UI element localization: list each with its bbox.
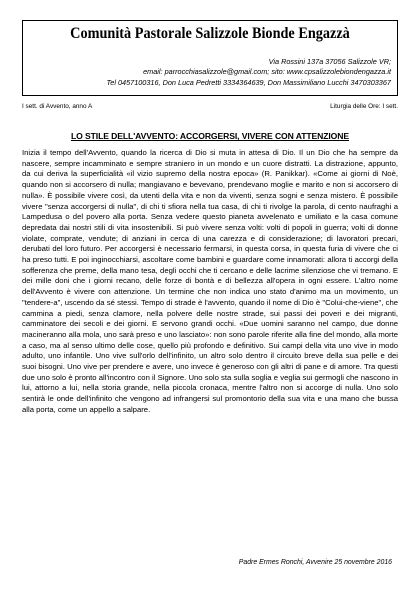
author-signature: Padre Ermes Ronchi, Avvenire 25 novembre 2016 [238, 559, 392, 566]
liturgy-of-hours: Liturgia delle Ore: I sett. [330, 103, 398, 110]
email-website-line: email: parrocchiasalizzole@gmail.com; sito: www.cpsalizzolebiondengazza.it [143, 67, 391, 76]
article-title: LO STILE DELL'AVVENTO: ACCORGERSI, VIVERE CON ATTENZIONE [71, 131, 349, 141]
article-heading [0, 126, 420, 144]
article-body [22, 148, 398, 416]
article-paragraph: Inizia il tempo dell'Avvento, quando la ricerca di Dio si muta in attesa di Dio. Il un Dio che ha sempre da nascere, sempre incamminato e sempre straniero in un mondo e un cuore distratti. La distrazione, appunto, da cui deriva la superficialità «il vizio supremo della nostra epoca» (R. Panikkar). «Come ai giorni di Noè, quando non si accorsero di nulla; mangiavano e bevevano, prendevano moglie e marito e non si accorsero di nulla». È possibile vivere così, da utenti della vita e non da viventi, senza sogni e senza mistero. È possibile vivere "senza accorgersi di nulla", di chi ti sfiora nella tua casa, di chi ti rivolge la parola, di cento naufraghi a Lampedusa o del povero alla porta. Senza vedere questo pianeta avvelenato e umiliato e la casa comune depredata dai nostri stili di vita insostenibili. Si può vivere senza volti: volti di popoli in guerra; volti di donne violate, comprate, vendute; di anziani in cerca di una carezza e di considerazione; di lavoratori precari, derubati del loro futuro. Per accorgersi è necessario fermarsi, in questa corsa, in questa furia di vivere che ci ha preso tutti. E poi inginocchiarsi, ascoltare come bambini e guardare come innamorati: allora ti accorgi della sofferenza che preme, della mano tesa, degli occhi che ti cercano e delle lacrime silenziose che vi tremano. E dei mille doni che i giorni recano, delle forze di bontà e di bellezza all'opera in ogni essere. L'altro nome dell'Avvento è vivere con attenzione. Un termine che non indica uno stato d'animo ma un movimento, un "tendere-a", uscendo da sé stessi. Tempo di strade è l'avvento, quando il nome di Dio è "Colui-che-viene", che cammina a piedi, senza clamore, nella polvere delle nostre strade, sui passi dei poveri e dei migranti, camminatore dei secoli e dei giorni. E servono grandi occhi. «Due uomini saranno nel campo, due donne macineranno alla mola, uno sarà preso e uno lasciato»: non sono parole riferite alla fine del mondo, alla morte a caso, ma al senso ultimo delle cose, quello più profondo e definitivo. Sui campi della vita uno vive in modo adulto, uno infantile. Uno vive sull'orlo dell'infinito, un altro solo dentro il circuito breve della sua pelle e dei suoi bisogni. Uno vive per prendere e avere, uno invece è generoso con gli altri di pane e di amore. Tra questi due uno solo è pronto all'incontro con il Signore. Uno solo sta sulla soglia e veglia sui germogli che nascono in lui, attorno a lui, nella storia grande, nella piccola cronaca, mentre l'altro non si accorge di nulla. Uno solo sentirà le onde dell'infinito che vengono ad infrangersi sul promontorio della sua vita e una mano che bussa alla porta, come un appello a salpare. [22, 148, 398, 414]
liturgical-week: I sett. di Avvento, anno A [22, 103, 93, 110]
header-box [22, 20, 398, 96]
address-line: Via Rossini 137a 37056 Salizzole VR; [268, 57, 391, 66]
community-title: Comunità Pastorale Salizzole Bionde Engazzà [70, 25, 350, 42]
phone-line: Tel 0457100316, Don Luca Pedretti 3334364639, Don Massimiliano Lucchi 3470303367 [106, 78, 391, 87]
